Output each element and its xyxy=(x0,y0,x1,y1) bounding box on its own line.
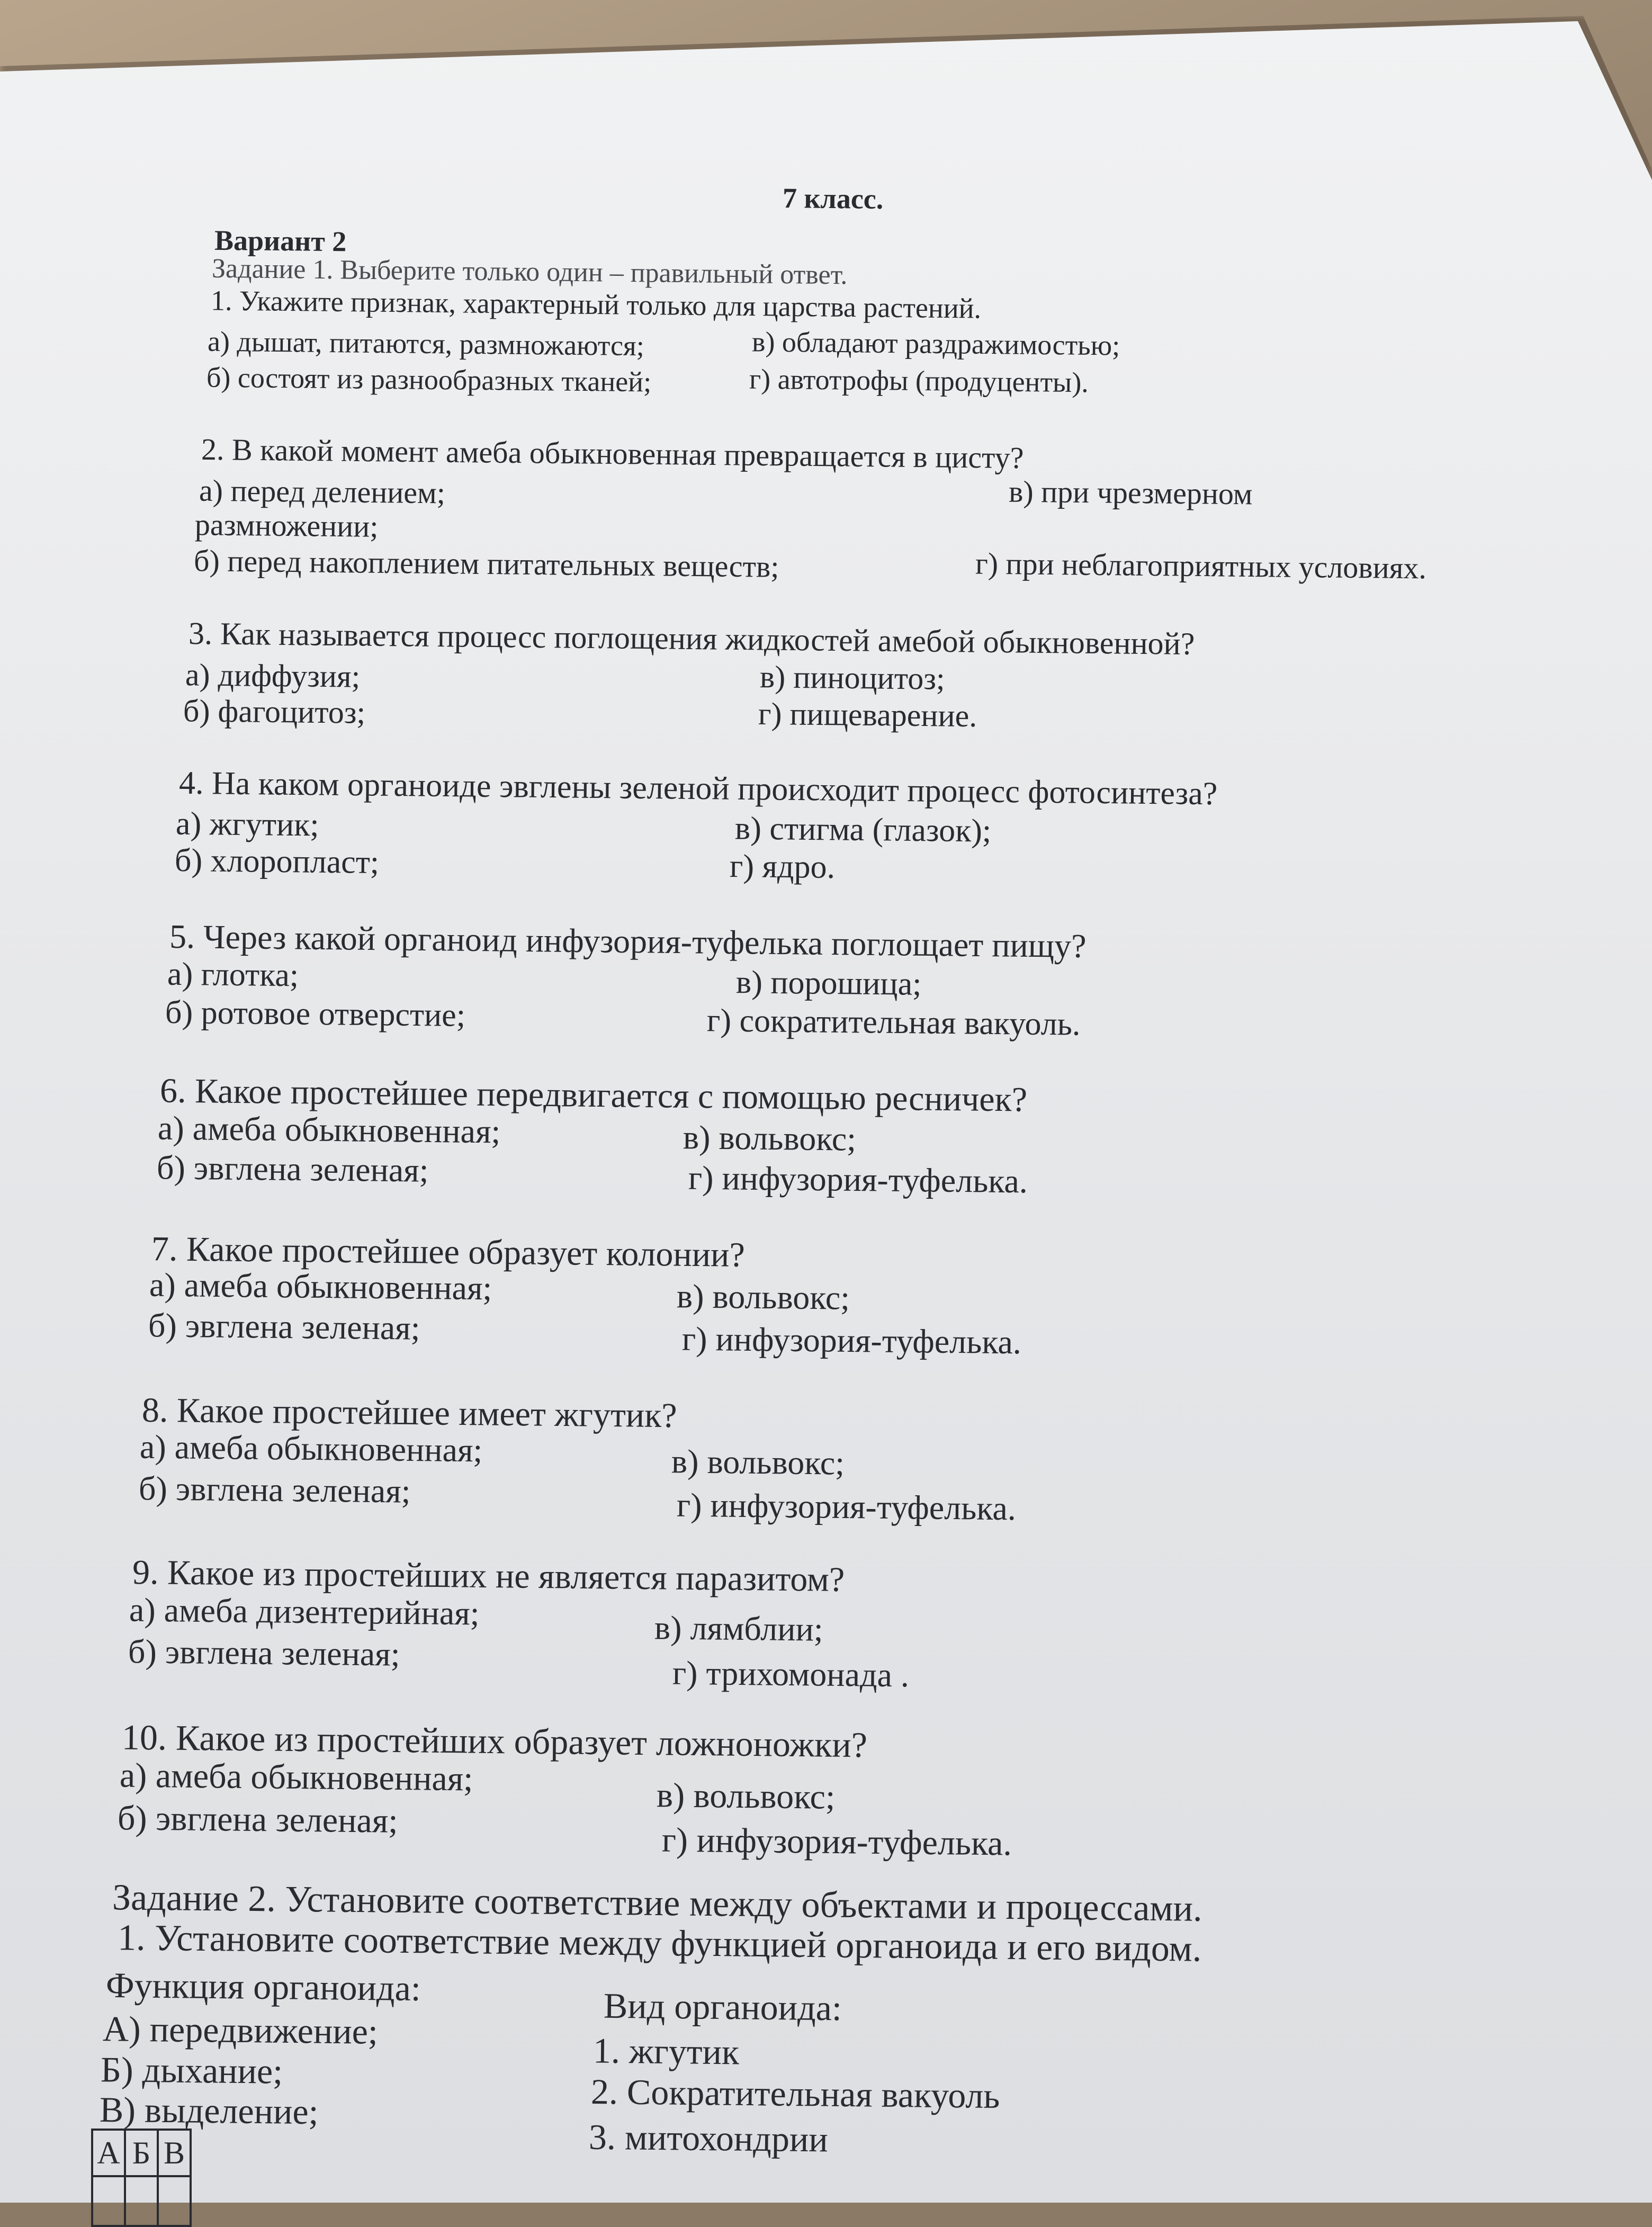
grid-answer-cell[interactable] xyxy=(158,2176,191,2226)
q9-option-g: г) трихомонада . xyxy=(672,1654,910,1694)
function-a: А) передвижение; xyxy=(102,2008,379,2052)
q6-option-b: б) эвглена зеленая; xyxy=(156,1148,429,1189)
organoid-2: 2. Сократительная вакуоль xyxy=(590,2071,1000,2116)
q9-option-b: б) эвглена зеленая; xyxy=(128,1632,400,1673)
q3-option-g: г) пищеварение. xyxy=(758,696,977,734)
q8-option-a: а) амеба обыкновенная; xyxy=(139,1427,483,1469)
q4-option-g: г) ядро. xyxy=(729,848,836,886)
organoid-header: Вид органоида: xyxy=(603,1985,842,2028)
q10-option-b: б) эвглена зеленая; xyxy=(117,1799,398,1840)
q2-option-a: а) перед делением; xyxy=(199,473,446,510)
question-6: 6. Какое простейшее передвигается с помощью ресничек? xyxy=(159,1071,1028,1119)
task2-subtask: 1. Установите соответствие между функцией органоида и его видом. xyxy=(117,1917,1202,1970)
q4-option-b: б) хлоропласт; xyxy=(174,842,380,881)
q8-option-g: г) инфузория-туфелька. xyxy=(676,1486,1017,1528)
q2-option-v-wrap: размножении; xyxy=(194,507,379,544)
q3-option-a: а) диффузия; xyxy=(185,657,361,694)
q2-option-v: в) при чрезмерном xyxy=(1008,474,1253,511)
q4-option-a: а) жгутик; xyxy=(175,805,319,843)
grid-answer-cell[interactable] xyxy=(125,2176,158,2226)
question-3: 3. Как называется процесс поглощения жидкостей амебой обыкновенной? xyxy=(188,616,1195,661)
function-header: Функция органоида: xyxy=(105,1964,421,2009)
q7-option-a: а) амеба обыкновенная; xyxy=(149,1265,492,1307)
grid-header-a: А xyxy=(92,2130,125,2176)
question-7: 7. Какое простейшее образует колонии? xyxy=(151,1229,746,1274)
q10-option-v: в) вольвокс; xyxy=(656,1776,836,1817)
grid-header-v: В xyxy=(158,2130,191,2176)
task2-instruction: Задание 2. Установите соответствие между объектами и процессами. xyxy=(112,1877,1203,1929)
question-9: 9. Какое из простейших не является паразитом? xyxy=(132,1552,845,1600)
question-2: 2. В какой момент амеба обыкновенная превращается в цисту? xyxy=(201,432,1024,475)
class-title: 7 класс. xyxy=(782,182,884,215)
q1-option-g: г) автотрофы (продуценты). xyxy=(749,363,1089,399)
function-b: Б) дыхание; xyxy=(100,2049,283,2091)
organoid-1: 1. жгутик xyxy=(592,2030,740,2072)
q8-option-v: в) вольвокс; xyxy=(671,1442,845,1482)
variant-label: Вариант 2 xyxy=(214,224,347,258)
q5-option-g: г) сократительная вакуоль. xyxy=(706,1002,1081,1043)
q6-option-g: г) инфузория-туфелька. xyxy=(688,1159,1028,1200)
q7-option-g: г) инфузория-туфелька. xyxy=(681,1319,1022,1361)
q10-option-g: г) инфузория-туфелька. xyxy=(661,1820,1012,1863)
q3-option-b: б) фагоцитоз; xyxy=(183,693,366,730)
question-4: 4. На каком органоиде эвглены зеленой происходит процесс фотосинтеза? xyxy=(178,765,1218,812)
q9-option-v: в) лямблии; xyxy=(654,1609,823,1648)
question-8: 8. Какое простейшее имеет жгутик? xyxy=(141,1390,677,1435)
q8-option-b: б) эвглена зеленая; xyxy=(138,1469,411,1510)
q5-option-a: а) глотка; xyxy=(167,956,299,994)
q2-option-b: б) перед накоплением питательных веществ; xyxy=(193,543,779,584)
question-5: 5. Через какой органоид инфузория-туфелька поглощает пищу? xyxy=(169,917,1087,965)
organoid-3: 3. митохондрии xyxy=(588,2116,829,2160)
q3-option-v: в) пиноцитоз; xyxy=(759,659,946,696)
q7-option-v: в) вольвокс; xyxy=(676,1277,850,1317)
grid-header-b: Б xyxy=(125,2130,158,2176)
q7-option-b: б) эвглена зеленая; xyxy=(148,1306,420,1347)
q1-option-v: в) обладают раздражимостью; xyxy=(751,326,1120,362)
q10-option-a: а) амеба обыкновенная; xyxy=(119,1756,473,1799)
q5-option-v: в) порошица; xyxy=(735,964,922,1002)
task1-instruction: Задание 1. Выберите только один – правильный ответ. xyxy=(211,253,848,291)
q6-option-v: в) вольвокс; xyxy=(683,1118,857,1158)
q9-option-a: а) амеба дизентерийная; xyxy=(129,1591,480,1632)
answer-grid xyxy=(91,2129,192,2227)
q2-option-g: г) при неблагоприятных условиях. xyxy=(975,546,1427,586)
question-10: 10. Какое из простейших образует ложноножки? xyxy=(121,1717,868,1765)
q4-option-v: в) стигма (глазок); xyxy=(734,810,992,849)
function-v: В) выделение; xyxy=(99,2089,319,2132)
grid-answer-cell[interactable] xyxy=(92,2176,125,2226)
question-1: 1. Укажите признак, характерный только для царства растений. xyxy=(210,284,982,325)
q1-option-b: б) состоят из разнообразных тканей; xyxy=(206,361,652,398)
q1-option-a: а) дышат, питаются, размножаются; xyxy=(207,325,645,362)
q6-option-a: а) амеба обыкновенная; xyxy=(157,1109,501,1151)
q5-option-b: б) ротовое отверстие; xyxy=(165,994,466,1034)
